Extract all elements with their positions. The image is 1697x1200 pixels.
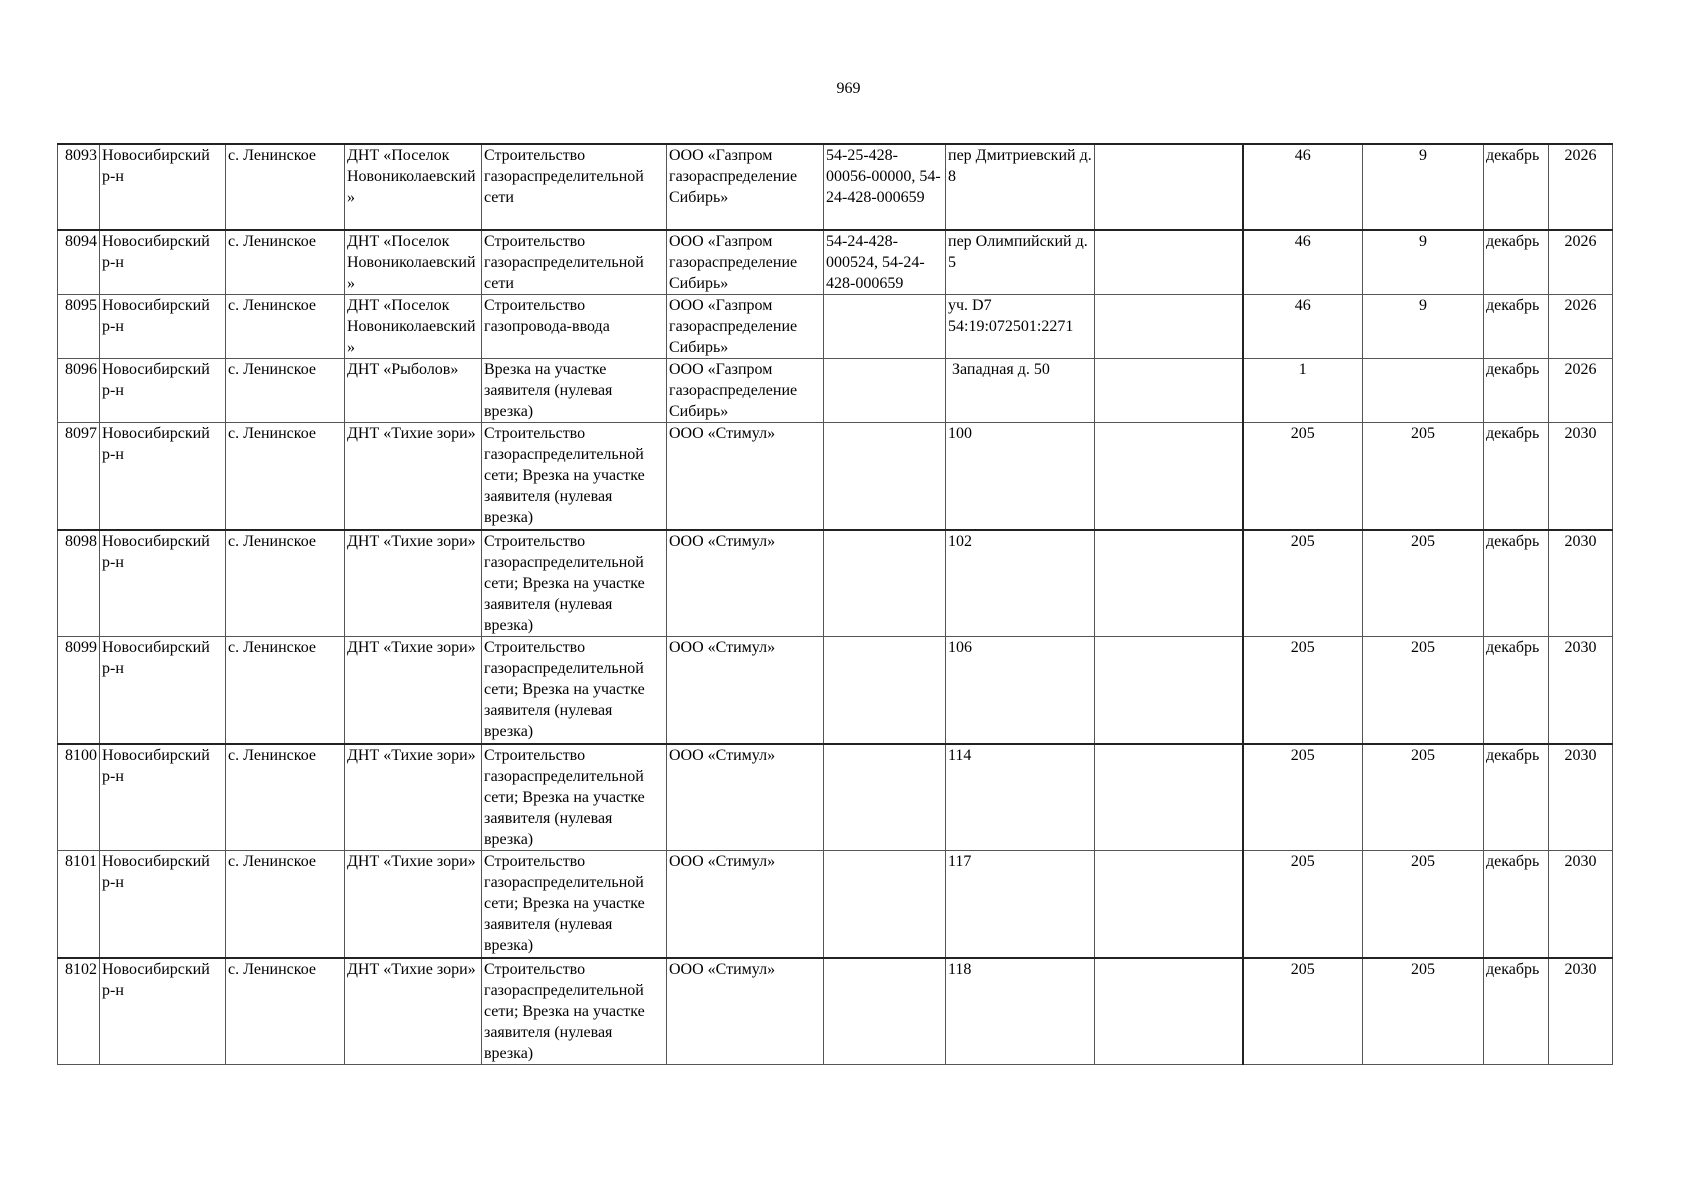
address-cell: 118 — [946, 958, 1095, 1065]
extra-cell — [1095, 958, 1243, 1065]
settlement-cell: с. Ленинское — [226, 744, 345, 851]
table-row — [58, 744, 1613, 851]
year-cell: 2030 — [1549, 637, 1613, 744]
cadastral-cell — [824, 851, 946, 958]
length-cell: 46 — [1243, 230, 1363, 295]
pressure-cell: 205 — [1363, 744, 1484, 851]
row-number: 8101 — [58, 851, 100, 958]
length-cell: 205 — [1243, 423, 1363, 530]
month-cell: декабрь — [1484, 530, 1549, 637]
pressure-cell: 9 — [1363, 144, 1484, 230]
organization-cell: ООО «Стимул» — [667, 958, 824, 1065]
pressure-cell: 205 — [1363, 958, 1484, 1065]
row-number: 8095 — [58, 295, 100, 359]
organization-cell: ООО «Стимул» — [667, 637, 824, 744]
object-cell: ДНТ «Тихие зори» — [345, 958, 482, 1065]
work-cell: Строительство газораспределительной сети — [482, 230, 667, 295]
object-cell: ДНТ «Рыболов» — [345, 359, 482, 423]
address-cell: 106 — [946, 637, 1095, 744]
length-cell: 205 — [1243, 958, 1363, 1065]
row-number: 8093 — [58, 144, 100, 230]
year-cell: 2030 — [1549, 423, 1613, 530]
settlement-cell: с. Ленинское — [226, 359, 345, 423]
table-row — [58, 359, 1613, 423]
object-cell: ДНТ «Тихие зори» — [345, 637, 482, 744]
settlement-cell: с. Ленинское — [226, 230, 345, 295]
length-cell: 205 — [1243, 637, 1363, 744]
work-cell: Строительство газораспределительной сети; Врезка на участке заявителя (нулевая врезка) — [482, 423, 667, 530]
table-row — [58, 144, 1613, 230]
row-number: 8098 — [58, 530, 100, 637]
settlement-cell: с. Ленинское — [226, 958, 345, 1065]
table-row — [58, 230, 1613, 295]
row-number: 8099 — [58, 637, 100, 744]
table-row — [58, 530, 1613, 637]
table-row — [58, 958, 1613, 1065]
district-cell: Новосибирский р-н — [100, 530, 226, 637]
year-cell: 2026 — [1549, 230, 1613, 295]
organization-cell: ООО «Стимул» — [667, 744, 824, 851]
extra-cell — [1095, 295, 1243, 359]
address-cell: пер Олимпийский д. 5 — [946, 230, 1095, 295]
organization-cell: ООО «Газпром газораспределение Сибирь» — [667, 359, 824, 423]
district-cell: Новосибирский р-н — [100, 295, 226, 359]
length-cell: 205 — [1243, 851, 1363, 958]
row-number: 8096 — [58, 359, 100, 423]
settlement-cell: с. Ленинское — [226, 295, 345, 359]
object-cell: ДНТ «Тихие зори» — [345, 851, 482, 958]
district-cell: Новосибирский р-н — [100, 359, 226, 423]
extra-cell — [1095, 637, 1243, 744]
year-cell: 2026 — [1549, 359, 1613, 423]
cadastral-cell — [824, 423, 946, 530]
address-cell: уч. D7 54:19:072501:2271 — [946, 295, 1095, 359]
object-cell: ДНТ «Поселок Новониколаевский» — [345, 230, 482, 295]
extra-cell — [1095, 230, 1243, 295]
month-cell: декабрь — [1484, 144, 1549, 230]
extra-cell — [1095, 359, 1243, 423]
pressure-cell: 9 — [1363, 230, 1484, 295]
month-cell: декабрь — [1484, 958, 1549, 1065]
cadastral-cell — [824, 958, 946, 1065]
cadastral-cell: 54-24-428-000524, 54-24-428-000659 — [824, 230, 946, 295]
cadastral-cell — [824, 359, 946, 423]
registry-table — [57, 143, 1613, 1065]
month-cell: декабрь — [1484, 744, 1549, 851]
extra-cell — [1095, 423, 1243, 530]
organization-cell: ООО «Стимул» — [667, 851, 824, 958]
cadastral-cell — [824, 637, 946, 744]
cadastral-cell — [824, 530, 946, 637]
month-cell: декабрь — [1484, 637, 1549, 744]
work-cell: Врезка на участке заявителя (нулевая врезка) — [482, 359, 667, 423]
month-cell: декабрь — [1484, 230, 1549, 295]
district-cell: Новосибирский р-н — [100, 851, 226, 958]
month-cell: декабрь — [1484, 423, 1549, 530]
organization-cell: ООО «Газпром газораспределение Сибирь» — [667, 144, 824, 230]
extra-cell — [1095, 744, 1243, 851]
length-cell: 205 — [1243, 530, 1363, 637]
length-cell: 46 — [1243, 295, 1363, 359]
length-cell: 1 — [1243, 359, 1363, 423]
pressure-cell: 9 — [1363, 295, 1484, 359]
pressure-cell: 205 — [1363, 530, 1484, 637]
organization-cell: ООО «Газпром газораспределение Сибирь» — [667, 295, 824, 359]
page-number: 969 — [836, 80, 861, 97]
organization-cell: ООО «Стимул» — [667, 530, 824, 637]
settlement-cell: с. Ленинское — [226, 144, 345, 230]
address-cell: Западная д. 50 — [946, 359, 1095, 423]
settlement-cell: с. Ленинское — [226, 851, 345, 958]
extra-cell — [1095, 144, 1243, 230]
cadastral-cell: 54-25-428-00056-00000, 54-24-428-000659 — [824, 144, 946, 230]
table-row — [58, 295, 1613, 359]
extra-cell — [1095, 851, 1243, 958]
work-cell: Строительство газораспределительной сети; Врезка на участке заявителя (нулевая врезка) — [482, 851, 667, 958]
object-cell: ДНТ «Тихие зори» — [345, 423, 482, 530]
address-cell: 102 — [946, 530, 1095, 637]
district-cell: Новосибирский р-н — [100, 423, 226, 530]
settlement-cell: с. Ленинское — [226, 530, 345, 637]
table-row — [58, 851, 1613, 958]
pressure-cell: 205 — [1363, 423, 1484, 530]
year-cell: 2030 — [1549, 530, 1613, 637]
table-row — [58, 637, 1613, 744]
work-cell: Строительство газораспределительной сети; Врезка на участке заявителя (нулевая врезка) — [482, 958, 667, 1065]
cadastral-cell — [824, 295, 946, 359]
settlement-cell: с. Ленинское — [226, 637, 345, 744]
organization-cell: ООО «Газпром газораспределение Сибирь» — [667, 230, 824, 295]
row-number: 8097 — [58, 423, 100, 530]
work-cell: Строительство газораспределительной сети — [482, 144, 667, 230]
year-cell: 2030 — [1549, 744, 1613, 851]
district-cell: Новосибирский р-н — [100, 637, 226, 744]
pressure-cell — [1363, 359, 1484, 423]
year-cell: 2030 — [1549, 958, 1613, 1065]
row-number: 8102 — [58, 958, 100, 1065]
year-cell: 2026 — [1549, 295, 1613, 359]
address-cell: 114 — [946, 744, 1095, 851]
object-cell: ДНТ «Тихие зори» — [345, 744, 482, 851]
district-cell: Новосибирский р-н — [100, 144, 226, 230]
table-row — [58, 423, 1613, 530]
pressure-cell: 205 — [1363, 851, 1484, 958]
settlement-cell: с. Ленинское — [226, 423, 345, 530]
year-cell: 2030 — [1549, 851, 1613, 958]
object-cell: ДНТ «Тихие зори» — [345, 530, 482, 637]
row-number: 8100 — [58, 744, 100, 851]
district-cell: Новосибирский р-н — [100, 744, 226, 851]
work-cell: Строительство газораспределительной сети; Врезка на участке заявителя (нулевая врезка) — [482, 637, 667, 744]
organization-cell: ООО «Стимул» — [667, 423, 824, 530]
work-cell: Строительство газораспределительной сети; Врезка на участке заявителя (нулевая врезка) — [482, 530, 667, 637]
district-cell: Новосибирский р-н — [100, 958, 226, 1065]
cadastral-cell — [824, 744, 946, 851]
address-cell: 100 — [946, 423, 1095, 530]
month-cell: декабрь — [1484, 295, 1549, 359]
extra-cell — [1095, 530, 1243, 637]
object-cell: ДНТ «Поселок Новониколаевский» — [345, 144, 482, 230]
month-cell: декабрь — [1484, 359, 1549, 423]
work-cell: Строительство газопровода-ввода — [482, 295, 667, 359]
month-cell: декабрь — [1484, 851, 1549, 958]
district-cell: Новосибирский р-н — [100, 230, 226, 295]
work-cell: Строительство газораспределительной сети; Врезка на участке заявителя (нулевая врезка) — [482, 744, 667, 851]
row-number: 8094 — [58, 230, 100, 295]
length-cell: 46 — [1243, 144, 1363, 230]
object-cell: ДНТ «Поселок Новониколаевский» — [345, 295, 482, 359]
address-cell: пер Дмитриевский д. 8 — [946, 144, 1095, 230]
address-cell: 117 — [946, 851, 1095, 958]
length-cell: 205 — [1243, 744, 1363, 851]
pressure-cell: 205 — [1363, 637, 1484, 744]
year-cell: 2026 — [1549, 144, 1613, 230]
